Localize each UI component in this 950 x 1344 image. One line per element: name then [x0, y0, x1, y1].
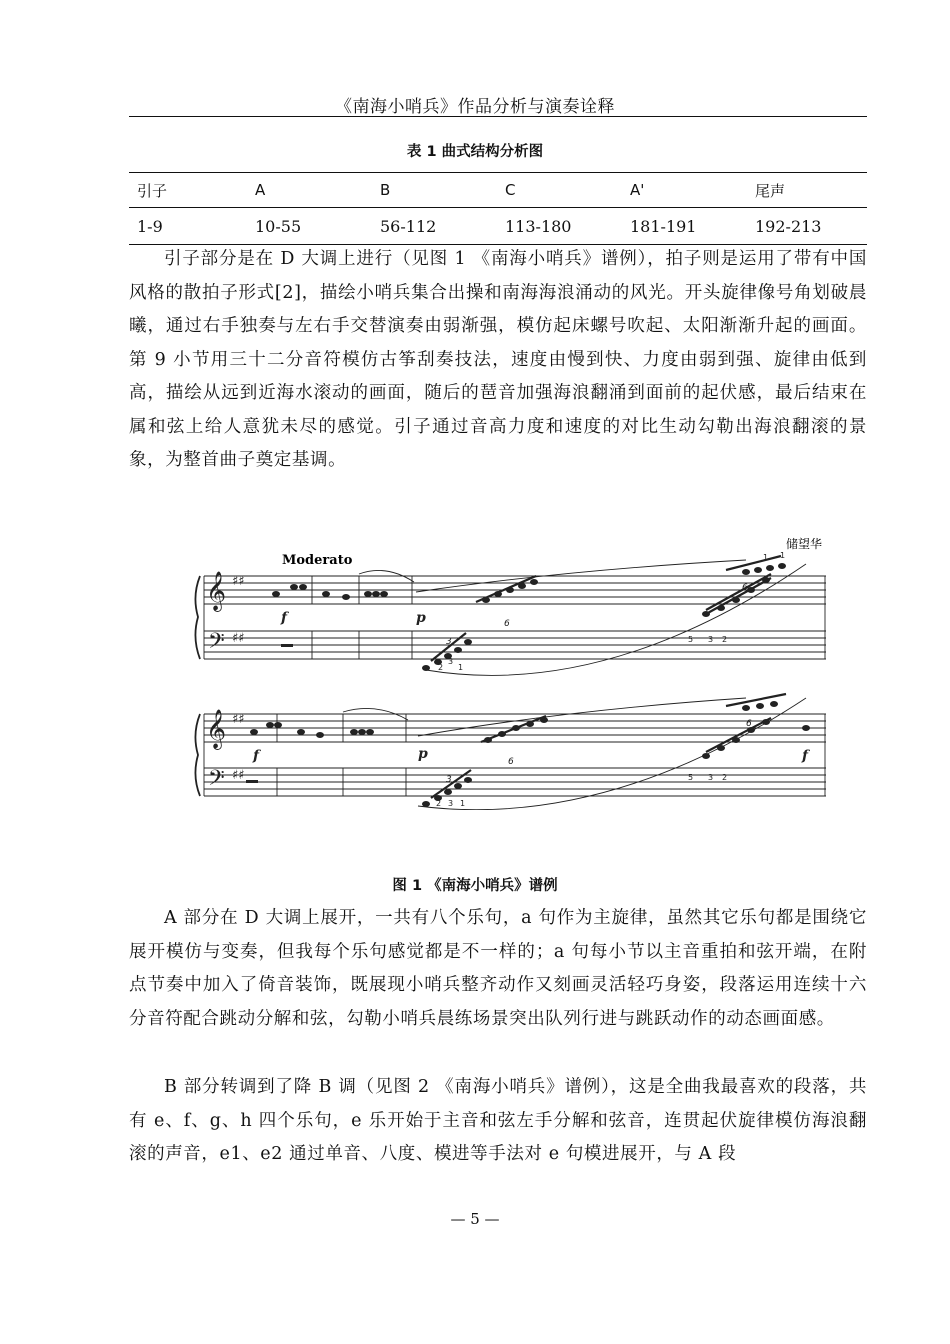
table-cell: 1-9 — [129, 208, 247, 245]
table-cell: 113-180 — [497, 208, 622, 245]
svg-text:♯♯: ♯♯ — [232, 631, 245, 646]
tuplet-number: 6 — [746, 719, 752, 729]
score-figure — [186, 530, 836, 810]
dynamic-mark: f — [253, 748, 260, 764]
table-cell: 181-191 — [622, 208, 747, 245]
fingering: 2 — [438, 663, 444, 672]
dynamic-mark: f — [281, 610, 288, 626]
fingering: 3 — [708, 635, 714, 644]
tuplet-number: 3 — [446, 637, 452, 647]
fingering: 1 — [458, 663, 464, 672]
table-header-cell: C — [497, 173, 622, 208]
fingering: 5 — [688, 773, 694, 782]
dynamic-mark: f — [802, 748, 809, 764]
table-caption: 表 1 曲式结构分析图 — [406, 144, 544, 160]
table-header-cell: 引子 — [129, 173, 247, 208]
svg-text:𝄞: 𝄞 — [206, 571, 227, 611]
fingering: 1 — [763, 553, 769, 562]
table-cell: 192-213 — [747, 208, 867, 245]
svg-text:♯♯: ♯♯ — [232, 712, 245, 727]
tuplet-number: 6 — [742, 583, 748, 593]
dynamic-mark: p — [416, 610, 426, 626]
paragraph-intro: 引子部分是在 D 大调上进行（见图 1 《南海小哨兵》谱例），拍子则是运用了带有中国风格的散拍子形式[2]，描绘小哨兵集合出操和南海海浪涌动的风光。开头旋律像号角划破晨曦，通过右手独奏与左右手交替演奏由弱渐强，模仿起床螺号吹起、太阳渐渐升起的画面。第 9 小节用三十二分音符模仿古筝刮奏技法，速度由慢到快、力度由弱到强、旋律由低到高，描绘从远到近海水滚动的画面，随后的琶音加强海浪翻涌到面前的起伏感，最后结束在属和弦上给人意犹未尽的感觉。引子通过音高力度和速度的对比生动勾勒出海浪翻滚的景象，为整首曲子奠定基调。 — [129, 249, 867, 470]
table-header-cell: 尾声 — [747, 173, 867, 208]
svg-text:♯♯: ♯♯ — [232, 768, 245, 783]
figure-caption: 图 1 《南海小哨兵》谱例 — [392, 878, 558, 894]
page-header-title: 《南海小哨兵》作品分析与演奏诠释 — [335, 97, 615, 117]
fingering: 3 — [708, 773, 714, 782]
table-header-cell: A — [247, 173, 372, 208]
table-cell: 10-55 — [247, 208, 372, 245]
table-row — [129, 208, 867, 245]
table-header-cell: A' — [622, 173, 747, 208]
tempo-marking: Moderato — [282, 553, 353, 568]
dynamic-mark: p — [418, 746, 428, 762]
structure-table — [129, 172, 867, 245]
svg-text:𝄢: 𝄢 — [208, 766, 225, 796]
paragraph-section-b: B 部分转调到了降 B 调（见图 2 《南海小哨兵》谱例），这是全曲我最喜欢的段落，共有 e、f、g、h 四个乐句，e 乐开始于主音和弦左手分解和弦音，连贯起伏旋律模仿海浪翻滚的声音，e1、e2 通过单音、八度、模进等手法对 e 句模进展开，与 A 段 — [129, 1077, 867, 1164]
tuplet-number: 6 — [508, 757, 514, 767]
fingering: 1 — [780, 551, 786, 560]
composer-name: 储望华 — [786, 537, 823, 551]
table-header-row — [129, 173, 867, 208]
score-image — [186, 530, 836, 810]
fingering: 5 — [688, 635, 694, 644]
table-cell: 56-112 — [372, 208, 497, 245]
fingering: 1 — [460, 799, 466, 808]
tuplet-number: 6 — [504, 619, 510, 629]
fingering: 3 — [448, 657, 454, 666]
svg-text:𝄢: 𝄢 — [208, 629, 225, 659]
system-1-bass-staff — [204, 631, 826, 659]
paragraph-section-a: A 部分在 D 大调上展开，一共有八个乐句，a 句作为主旋律，虽然其它乐句都是围绕它展开模仿与变奏，但我每个乐句感觉都是不一样的；a 句每小节以主音重拍和弦开端，在附点节奏中加入了倚音装饰，既展现小哨兵整齐动作又刻画灵活轻巧身姿，段落运用连续十六分音符配合跳动分解和弦，勾勒小哨兵晨练场景突出队列行进与跳跃动作的动态画面感。 — [129, 908, 867, 1029]
tuplet-number: 3 — [446, 775, 452, 785]
svg-text:𝄞: 𝄞 — [206, 709, 227, 749]
fingering: 2 — [722, 773, 728, 782]
fingering: 2 — [722, 635, 728, 644]
header-rule — [129, 116, 867, 117]
table-header-cell: B — [372, 173, 497, 208]
system-2-bass-staff — [204, 768, 826, 796]
svg-text:♯♯: ♯♯ — [232, 574, 245, 589]
page-number: — 5 — — [450, 1210, 500, 1228]
fingering: 2 — [436, 799, 442, 808]
fingering: 3 — [448, 799, 454, 808]
